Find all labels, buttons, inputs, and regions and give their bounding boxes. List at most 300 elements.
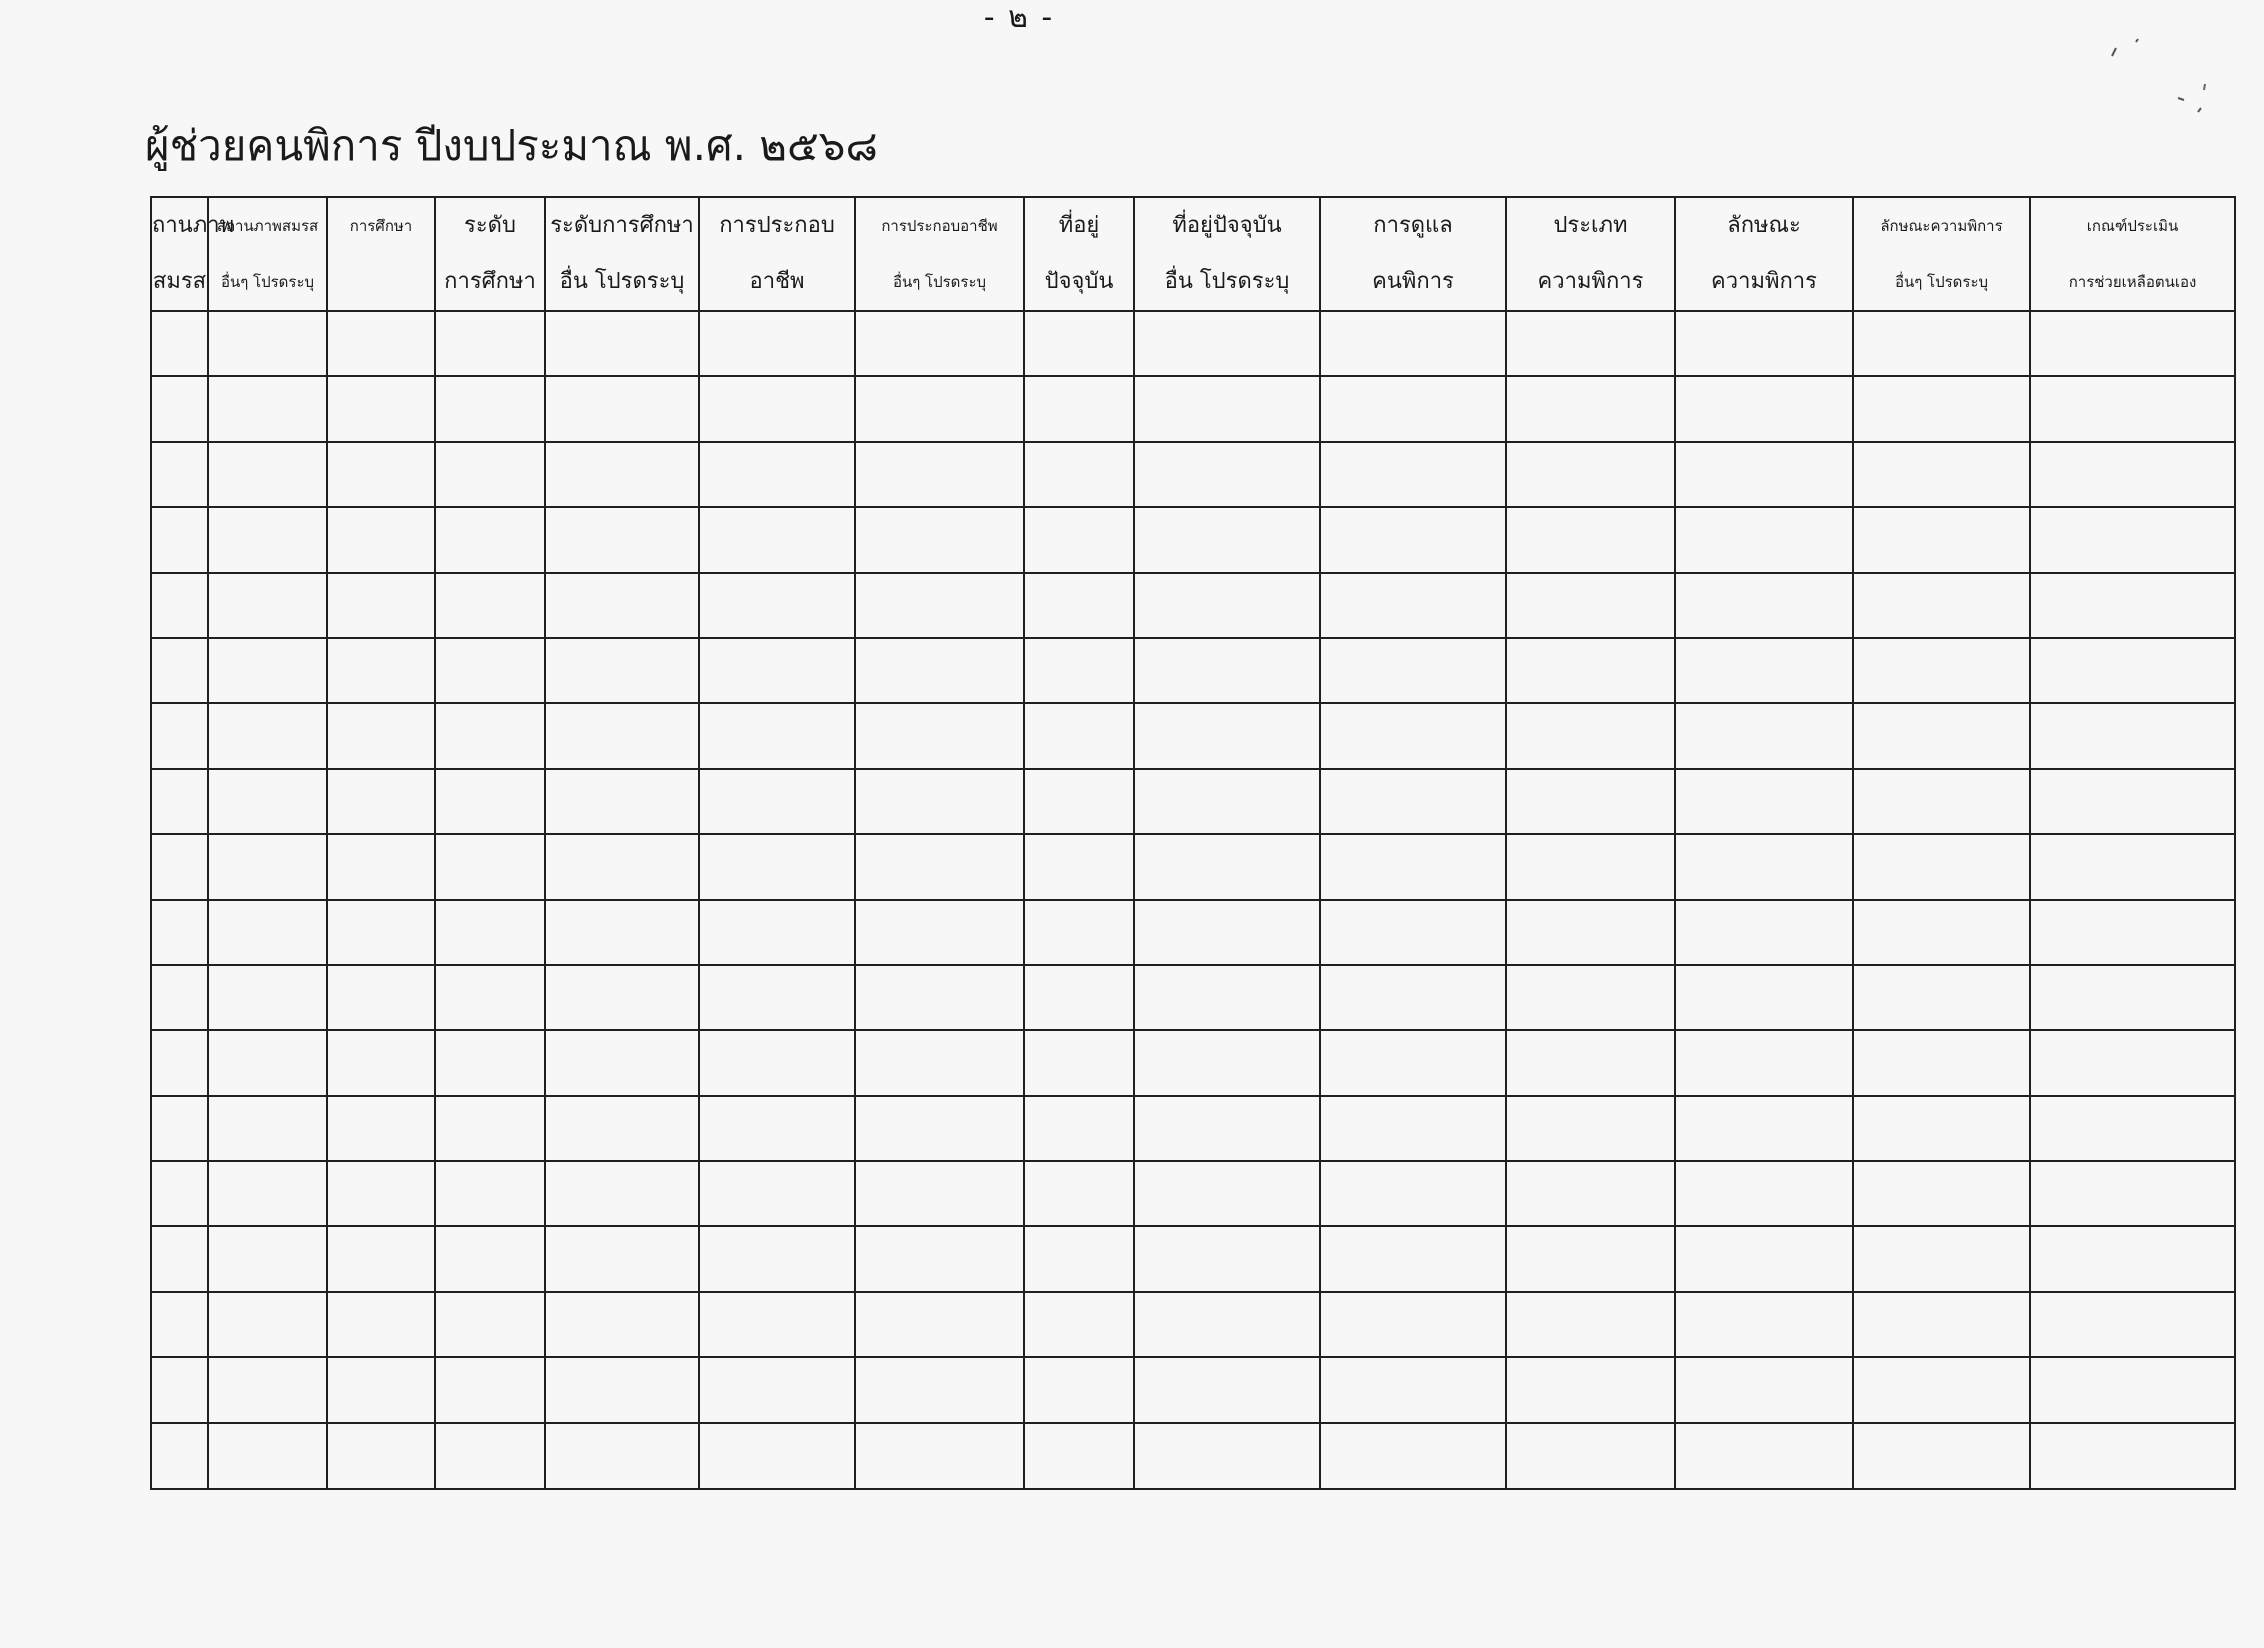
table-cell[interactable] [327,769,435,834]
table-cell[interactable] [327,311,435,376]
table-row [151,1292,2235,1357]
table-row [151,638,2235,703]
table-cell[interactable] [327,507,435,572]
table-cell[interactable] [1134,1096,1320,1161]
column-header-education [327,197,435,311]
table-cell[interactable] [1853,1423,2030,1489]
table-cell[interactable] [545,900,699,965]
table-cell[interactable] [855,1357,1024,1422]
table-row [151,442,2235,507]
table-cell[interactable] [1320,769,1506,834]
table-cell[interactable] [1675,1357,1853,1422]
column-header-occupation-other [855,197,1024,311]
table-cell[interactable] [1134,703,1320,768]
table-cell[interactable] [1024,1423,1134,1489]
table-cell[interactable] [545,703,699,768]
table-row [151,376,2235,441]
table-cell[interactable] [2030,1096,2235,1161]
table-cell[interactable] [1320,1292,1506,1357]
table-cell[interactable] [855,311,1024,376]
table-cell[interactable] [545,965,699,1030]
table-cell[interactable] [327,1226,435,1291]
table-cell[interactable] [435,311,545,376]
table-cell[interactable] [2030,900,2235,965]
table-cell[interactable] [151,1292,208,1357]
table-cell[interactable] [699,1096,855,1161]
table-cell[interactable] [1320,965,1506,1030]
table-cell[interactable] [1134,1423,1320,1489]
table-cell[interactable] [1506,900,1675,965]
table-cell[interactable] [545,638,699,703]
table-cell[interactable] [1320,376,1506,441]
table-cell[interactable] [1024,1030,1134,1095]
table-cell[interactable] [327,1030,435,1095]
table-row [151,900,2235,965]
table-cell[interactable] [545,507,699,572]
table-cell[interactable] [1506,573,1675,638]
table-cell[interactable] [1675,834,1853,899]
table-cell[interactable] [208,1357,327,1422]
table-cell[interactable] [435,376,545,441]
table-cell[interactable] [1675,573,1853,638]
table-cell[interactable] [1853,965,2030,1030]
table-cell[interactable] [1675,965,1853,1030]
table-cell[interactable] [1134,573,1320,638]
table-cell[interactable] [151,1357,208,1422]
table-cell[interactable] [855,965,1024,1030]
table-cell[interactable] [1506,769,1675,834]
table-cell[interactable] [1675,638,1853,703]
table-cell[interactable] [699,769,855,834]
table-cell[interactable] [327,900,435,965]
table-cell[interactable] [699,965,855,1030]
table-cell[interactable] [1675,507,1853,572]
table-cell[interactable] [435,1292,545,1357]
table-cell[interactable] [2030,311,2235,376]
table-cell[interactable] [1506,1096,1675,1161]
table-cell[interactable] [151,638,208,703]
table-cell[interactable] [699,1161,855,1226]
table-cell[interactable] [1024,376,1134,441]
table-cell[interactable] [1675,1423,1853,1489]
table-cell[interactable] [2030,573,2235,638]
column-header-occupation [699,197,855,311]
table-cell[interactable] [1134,376,1320,441]
table-cell[interactable] [855,573,1024,638]
table-cell[interactable] [327,1423,435,1489]
table-cell[interactable] [1853,1030,2030,1095]
table-cell[interactable] [327,638,435,703]
table-cell[interactable] [327,703,435,768]
table-cell[interactable] [327,376,435,441]
table-cell[interactable] [1024,1161,1134,1226]
table-cell[interactable] [855,507,1024,572]
table-cell[interactable] [327,1357,435,1422]
table-cell[interactable] [208,1292,327,1357]
table-cell[interactable] [1506,965,1675,1030]
table-cell[interactable] [151,507,208,572]
table-cell[interactable] [1024,638,1134,703]
column-header-line: สมรส [152,269,207,294]
table-cell[interactable] [2030,1226,2235,1291]
table-row [151,834,2235,899]
table-cell[interactable] [545,834,699,899]
table-cell[interactable] [1134,1030,1320,1095]
table-cell[interactable] [699,376,855,441]
table-cell[interactable] [699,311,855,376]
column-header-line: ลักษณะ [1727,213,1801,238]
table-cell[interactable] [1853,703,2030,768]
table-cell[interactable] [545,1161,699,1226]
table-cell[interactable] [208,638,327,703]
table-cell[interactable] [855,1226,1024,1291]
column-header-caregiving [1320,197,1506,311]
table-cell[interactable] [208,900,327,965]
table-cell[interactable] [151,965,208,1030]
table-cell[interactable] [208,507,327,572]
table-cell[interactable] [1134,1292,1320,1357]
table-cell[interactable] [1506,507,1675,572]
table-cell[interactable] [208,1030,327,1095]
table-cell[interactable] [327,1292,435,1357]
table-cell[interactable] [1320,1423,1506,1489]
table-cell[interactable] [1853,1292,2030,1357]
table-cell[interactable] [1853,573,2030,638]
table-cell[interactable] [1320,638,1506,703]
table-cell[interactable] [151,769,208,834]
table-cell[interactable] [1134,311,1320,376]
table-cell[interactable] [2030,1423,2235,1489]
table-cell[interactable] [1506,376,1675,441]
table-cell[interactable] [1675,311,1853,376]
table-cell[interactable] [208,376,327,441]
table-cell[interactable] [1134,1161,1320,1226]
table-cell[interactable] [1853,1226,2030,1291]
table-cell[interactable] [1024,1096,1134,1161]
table-cell[interactable] [545,1423,699,1489]
table-cell[interactable] [327,1161,435,1226]
table-cell[interactable] [151,1161,208,1226]
table-cell[interactable] [1024,507,1134,572]
table-cell[interactable] [545,1226,699,1291]
column-header-education-level [435,197,545,311]
table-cell[interactable] [1024,900,1134,965]
table-cell[interactable] [1853,638,2030,703]
column-header-line: ความพิการ [1711,269,1817,294]
table-row [151,1226,2235,1291]
table-cell[interactable] [1024,703,1134,768]
table-cell[interactable] [699,507,855,572]
table-cell[interactable] [1506,638,1675,703]
table-cell[interactable] [2030,507,2235,572]
table-cell[interactable] [1506,834,1675,899]
table-cell[interactable] [1134,834,1320,899]
table-row [151,311,2235,376]
table-row [151,573,2235,638]
table-cell[interactable] [855,1423,1024,1489]
table-cell[interactable] [2030,638,2235,703]
table-row [151,1161,2235,1226]
table-cell[interactable] [1320,1096,1506,1161]
table-cell[interactable] [2030,965,2235,1030]
table-cell[interactable] [545,1096,699,1161]
table-cell[interactable] [1024,1292,1134,1357]
table-cell[interactable] [1675,1096,1853,1161]
table-cell[interactable] [208,703,327,768]
table-cell[interactable] [1134,965,1320,1030]
column-header-line: อื่นๆ โปรดระบุ [892,273,987,291]
table-cell[interactable] [435,769,545,834]
table-cell[interactable] [1024,1357,1134,1422]
table-cell[interactable] [545,769,699,834]
table-cell[interactable] [1134,442,1320,507]
table-cell[interactable] [1853,1357,2030,1422]
table-cell[interactable] [2030,769,2235,834]
table-cell[interactable] [435,703,545,768]
table-row [151,965,2235,1030]
table-cell[interactable] [855,376,1024,441]
table-cell[interactable] [1675,769,1853,834]
table-row [151,507,2235,572]
table-cell[interactable] [699,834,855,899]
table-cell[interactable] [435,1226,545,1291]
column-header-line: ที่อยู่ปัจจุบัน [1172,213,1282,238]
table-cell[interactable] [699,638,855,703]
table-cell[interactable] [208,1423,327,1489]
table-cell[interactable] [2030,1030,2235,1095]
table-cell[interactable] [151,1226,208,1291]
table-cell[interactable] [855,638,1024,703]
table-cell[interactable] [151,1096,208,1161]
column-header-disability-type [1506,197,1675,311]
table-cell[interactable] [699,442,855,507]
table-cell[interactable] [327,1096,435,1161]
table-cell[interactable] [1853,442,2030,507]
table-cell[interactable] [1506,1423,1675,1489]
table-row [151,1357,2235,1422]
table-cell[interactable] [1853,769,2030,834]
table-cell[interactable] [1134,1357,1320,1422]
table-cell[interactable] [855,900,1024,965]
table-cell[interactable] [1506,1030,1675,1095]
table-cell[interactable] [208,442,327,507]
table-cell[interactable] [2030,1292,2235,1357]
table-cell[interactable] [1320,311,1506,376]
table-cell[interactable] [327,573,435,638]
table-cell[interactable] [327,834,435,899]
table-cell[interactable] [1506,311,1675,376]
table-cell[interactable] [1320,442,1506,507]
table-cell[interactable] [1853,900,2030,965]
table-cell[interactable] [1024,311,1134,376]
table-cell[interactable] [208,834,327,899]
column-header-line: ความพิการ [1537,269,1644,294]
table-body [151,311,2235,1489]
table-cell[interactable] [855,703,1024,768]
table-cell[interactable] [1506,442,1675,507]
column-header-line: อื่นๆ โปรดระบุ [1894,273,1989,291]
table-cell[interactable] [435,834,545,899]
table-cell[interactable] [1320,1030,1506,1095]
table-cell[interactable] [208,769,327,834]
table-cell[interactable] [2030,1161,2235,1226]
table-cell[interactable] [545,442,699,507]
column-header-marital-status-other [208,197,327,311]
table-cell[interactable] [545,1357,699,1422]
table-cell[interactable] [1320,573,1506,638]
column-header-marital-status [151,197,235,311]
table-cell[interactable] [208,1096,327,1161]
table-cell[interactable] [1024,834,1134,899]
table-cell[interactable] [855,442,1024,507]
table-cell[interactable] [435,1161,545,1226]
table-cell[interactable] [1506,1292,1675,1357]
table-row [151,1423,2235,1489]
table-cell[interactable] [435,1096,545,1161]
table-cell[interactable] [545,1030,699,1095]
table-cell[interactable] [1675,1161,1853,1226]
table-cell[interactable] [699,1423,855,1489]
table-cell[interactable] [1506,703,1675,768]
table-cell[interactable] [1024,965,1134,1030]
table-cell[interactable] [435,442,545,507]
table-cell[interactable] [208,311,327,376]
column-header-line: การศึกษา [349,217,413,235]
table-cell[interactable] [1134,769,1320,834]
table-cell[interactable] [1853,507,2030,572]
table-cell[interactable] [545,1292,699,1357]
column-header-line: อื่นๆ โปรดระบุ [220,273,315,291]
table-cell[interactable] [2030,442,2235,507]
table-cell[interactable] [1320,1226,1506,1291]
table-cell[interactable] [1853,834,2030,899]
table-cell[interactable] [1675,376,1853,441]
table-cell[interactable] [435,1030,545,1095]
table-cell[interactable] [2030,1357,2235,1422]
table-cell[interactable] [1675,1030,1853,1095]
table-cell[interactable] [1320,900,1506,965]
table-cell[interactable] [151,573,208,638]
table-cell[interactable] [1320,834,1506,899]
table-cell[interactable] [855,769,1024,834]
table-cell[interactable] [855,834,1024,899]
table-cell[interactable] [699,1357,855,1422]
table-cell[interactable] [1506,1226,1675,1291]
table-cell[interactable] [327,442,435,507]
table-cell[interactable] [699,703,855,768]
table-cell[interactable] [1024,573,1134,638]
table-cell[interactable] [855,1030,1024,1095]
column-header-line: อื่น โปรดระบุ [559,269,685,294]
table-cell[interactable] [2030,703,2235,768]
table-cell[interactable] [1675,703,1853,768]
table-cell[interactable] [435,1423,545,1489]
column-header-line: ถานภาพ [152,213,235,238]
table-cell[interactable] [208,1161,327,1226]
table-cell[interactable] [208,1226,327,1291]
table-cell[interactable] [1675,1292,1853,1357]
table-cell[interactable] [1024,769,1134,834]
table-cell[interactable] [1320,1357,1506,1422]
column-header-current-address [1024,197,1134,311]
table-cell[interactable] [855,1096,1024,1161]
table-cell[interactable] [1853,376,2030,441]
table-cell[interactable] [1320,1161,1506,1226]
table-cell[interactable] [1134,507,1320,572]
table-cell[interactable] [1134,900,1320,965]
table-cell[interactable] [151,834,208,899]
table-cell[interactable] [2030,834,2235,899]
table-cell[interactable] [435,965,545,1030]
table-cell[interactable] [435,507,545,572]
table-cell[interactable] [699,1226,855,1291]
table-cell[interactable] [435,900,545,965]
column-header-line: การดูแล [1373,213,1453,238]
column-header-line: คนพิการ [1372,269,1454,294]
data-table [150,196,2236,1490]
table-cell[interactable] [855,1292,1024,1357]
table-cell[interactable] [1675,900,1853,965]
table-cell[interactable] [1506,1161,1675,1226]
table-cell[interactable] [545,573,699,638]
table-cell[interactable] [151,900,208,965]
table-cell[interactable] [699,900,855,965]
page-title: ผู้ช่วยคนพิการ ปีงบประมาณ พ.ศ. ๒๕๖๘ [145,121,878,170]
column-header-line: ที่อยู่ [1058,213,1100,238]
table-cell[interactable] [208,573,327,638]
table-cell[interactable] [699,573,855,638]
column-header-line: การประกอบอาชีพ [881,217,998,235]
table-cell[interactable] [1320,507,1506,572]
column-header-line: สถานภาพสมรส [216,217,319,235]
table-cell[interactable] [1506,1357,1675,1422]
table-cell[interactable] [1675,442,1853,507]
column-header-disability-characteristics [1675,197,1853,311]
table-cell[interactable] [151,703,208,768]
table-cell[interactable] [1675,1226,1853,1291]
table-cell[interactable] [1853,1161,2030,1226]
table-cell[interactable] [2030,376,2235,441]
table-cell[interactable] [699,1292,855,1357]
table-cell[interactable] [1134,1226,1320,1291]
table-cell[interactable] [435,573,545,638]
table-cell[interactable] [208,965,327,1030]
table-cell[interactable] [151,442,208,507]
table-cell[interactable] [1853,311,2030,376]
table-cell[interactable] [327,965,435,1030]
column-header-line: ปัจจุบัน [1044,269,1114,294]
table-cell[interactable] [1024,442,1134,507]
column-header-line: ประเภท [1553,213,1628,238]
table-cell[interactable] [151,1030,208,1095]
table-cell[interactable] [1024,1226,1134,1291]
table-cell[interactable] [151,1423,208,1489]
table-cell[interactable] [855,1161,1024,1226]
table-cell[interactable] [435,638,545,703]
table-cell[interactable] [151,311,208,376]
table-cell[interactable] [545,376,699,441]
table-cell[interactable] [1853,1096,2030,1161]
table-cell[interactable] [151,376,208,441]
table-cell[interactable] [1134,638,1320,703]
column-header-line: เกณฑ์ประเมิน [2086,217,2179,235]
table-cell[interactable] [1320,703,1506,768]
table-cell[interactable] [699,1030,855,1095]
column-header-line: ระดับการศึกษา [550,213,694,238]
column-header-line: ระดับ [464,213,516,238]
table-cell[interactable] [545,311,699,376]
table-cell[interactable] [435,1357,545,1422]
